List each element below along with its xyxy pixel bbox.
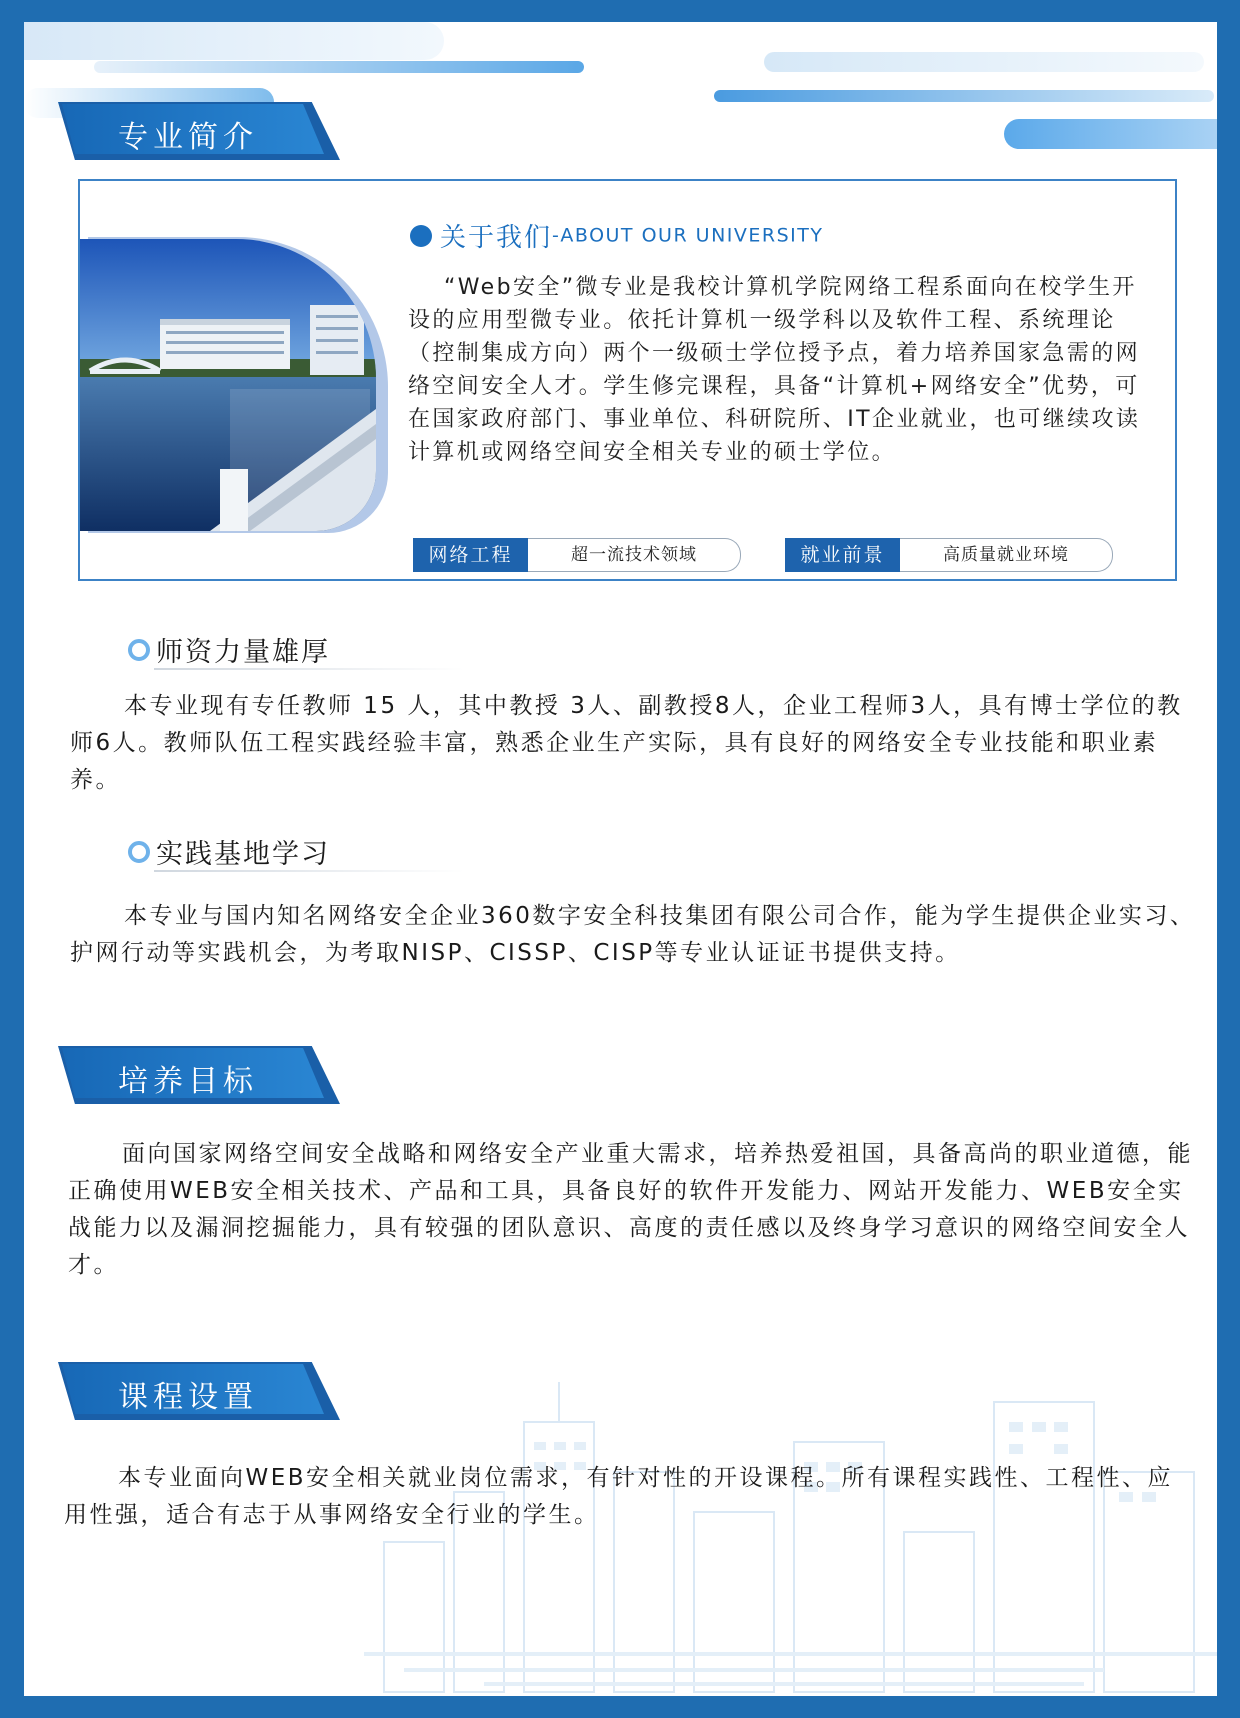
- decor-stripe: [94, 61, 584, 73]
- decor-stripe: [1004, 119, 1217, 149]
- about-heading-en: -ABOUT OUR UNIVERSITY: [552, 224, 824, 247]
- practice-text: 本专业与国内知名网络安全企业360数字安全科技集团有限公司合作，能为学生提供企业实习、护网行动等实践机会，为考取NISP、CISSP、CISP等专业认证证书提供支持。: [70, 903, 1196, 966]
- about-heading: [410, 217, 823, 254]
- faculty-heading-text: 师资力量雄厚: [156, 637, 330, 668]
- page: [24, 22, 1217, 1696]
- campus-photo: [80, 237, 390, 533]
- tag-value: 超一流技术领域: [528, 538, 741, 572]
- decor-stripe: [24, 22, 444, 60]
- decor-stripe: [714, 90, 1214, 102]
- circle-bullet-icon: [128, 841, 150, 863]
- bullet-dot-icon: [410, 225, 432, 247]
- section-banner-course: [58, 1362, 340, 1420]
- city-skyline-decoration: [364, 1382, 1217, 1696]
- section-title-goal: 培养目标: [118, 1064, 258, 1099]
- practice-heading-text: 实践基地学习: [156, 839, 330, 870]
- decor-stripe: [764, 52, 1204, 72]
- circle-bullet-icon: [128, 639, 150, 661]
- course-text: 本专业面向WEB安全相关就业岗位需求，有针对性的开设课程。所有课程实践性、工程性、应用性强，适合有志于从事网络安全行业的学生。: [64, 1465, 1174, 1528]
- tag-label: 网络工程: [413, 538, 528, 572]
- practice-heading: [128, 832, 330, 871]
- tag-value: 高质量就业环境: [900, 538, 1113, 572]
- goal-text: 面向国家网络空间安全战略和网络安全产业重大需求，培养热爱祖国，具备高尚的职业道德，能正确使用WEB安全相关技术、产品和工具，具备良好的软件开发能力、网站开发能力、WEB安全实战能力以及漏洞挖掘能力，具有较强的团队意识、高度的责任感以及终身学习意识的网络空间安全人才。: [68, 1141, 1193, 1278]
- about-text: “Web安全”微专业是我校计算机学院网络工程系面向在校学生开设的应用型微专业。依托计算机一级学科以及软件工程、系统理论（控制集成方向）两个一级硕士学位授予点，着力培养国家急需的网络空间安全人才。学生修完课程，具备“计算机+网络安全”优势，可在国家政府部门、事业单位、科研院所、IT企业就业，也可继续攻读计算机或网络空间安全相关专业的硕士学位。: [408, 275, 1141, 465]
- section-title-course: 课程设置: [118, 1380, 258, 1415]
- about-card: [78, 179, 1177, 581]
- section-title-intro: 专业简介: [118, 120, 258, 155]
- tag-label: 就业前景: [785, 538, 900, 572]
- section-banner-intro: [58, 102, 340, 160]
- faculty-heading: [128, 630, 330, 669]
- about-heading-cn: 关于我们: [440, 223, 553, 253]
- section-banner-goal: [58, 1046, 340, 1104]
- faculty-text: 本专业现有专任教师 15 人，其中教授 3人、副教授8人，企业工程师3人，具有博士学位的教师6人。教师队伍工程实践经验丰富，熟悉企业生产实际，具有良好的网络安全专业技能和职业素养。: [70, 693, 1183, 793]
